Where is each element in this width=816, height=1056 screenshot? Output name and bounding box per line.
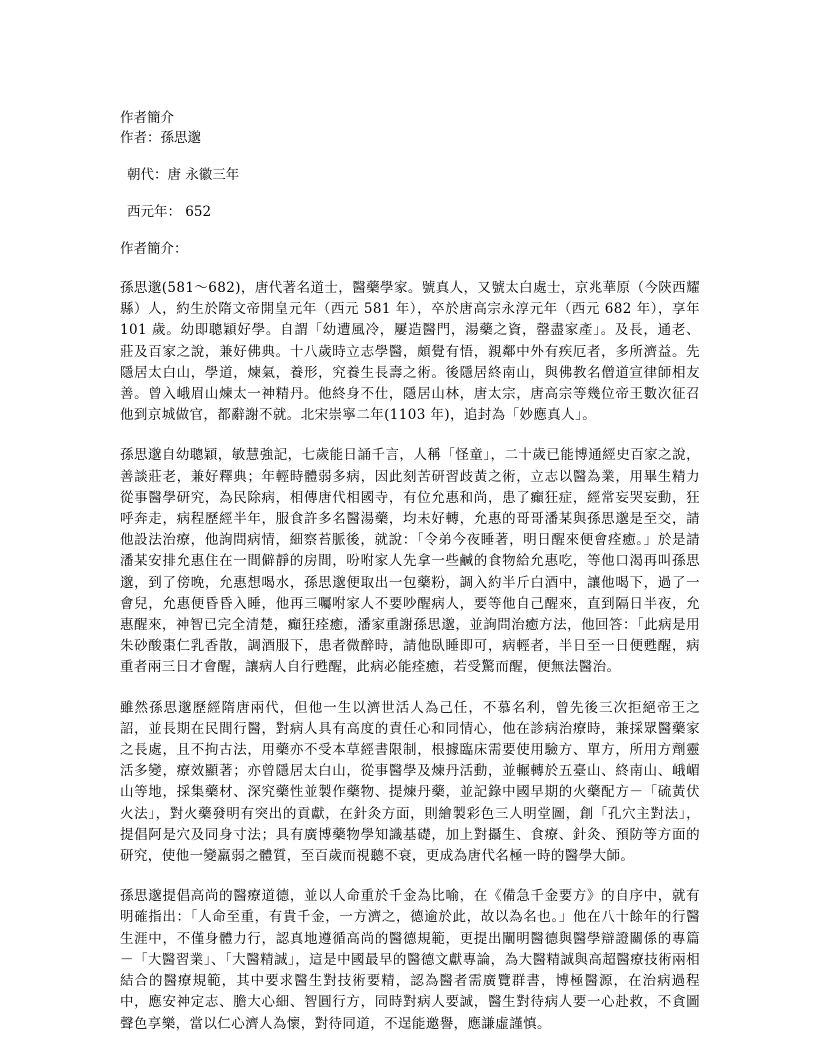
bio-paragraph-2: 孫思邈自幼聰穎，敏慧強記，七歲能日誦千言，人稱「怪童」，二十歲已能博通經史百家之說，善談莊老，兼好釋典；年輕時體弱多病，因此刻苦研習歧黃之術，立志以醫為業，用畢生精力從事醫學研究，為民除病，相傳唐代相國寺，有位允惠和尚，患了癲狂症，經常妄哭妄動，狂呼奔走，病程歷經半年，服食許多名醫湯藥，均未好轉，允惠的哥哥潘某與孫思邈是至交，請他設法治療，他詢問病情，細察苔脈後，就說：「令弟今夜睡著，明日醒來便會痊癒。」於是請潘某安排允惠住在一間僻靜的房間，吩咐家人先拿一些鹹的食物給允惠吃，等他口渴再叫孫思邈，到了傍晚，允惠想喝水，孫思邈便取出一包藥粉，調入約半斤白酒中，讓他喝下，過了一會兒，允惠便昏昏入睡，他再三囑咐家人不要吵醒病人，要等他自己醒來，直到隔日半夜，允惠醒來，神智已完全清楚，癲狂痊癒，潘家重謝孫思邈，並詢問治癒方法，他回答：「此病是用朱砂酸棗仁乳香散，調酒服下，患者微醉時，請他臥睡即可，病輕者，半日至一日便甦醒，病重者兩三日才會醒，讓病人自行甦醒，此病必能痊癒，若受驚而醒，便無法醫治。 [120, 447, 700, 676]
author-line: 作者：孫思邈 [120, 130, 201, 146]
bio-paragraph-4: 孫思邈提倡高尚的醫療道德，並以人命重於千金為比喻，在《備急千金要方》的自序中，就有明確指出：「人命至重，有貴千金，一方濟之，德逾於此，故以為名也。」他在八十餘年的行醫生涯中，不僅身體力行，認真地遵循高尚的醫德規範，更提出闡明醫德與醫學辯證關係的專篇－「大醫習業」、「大醫精誠」，這是中國最早的醫德文獻專論，為大醫精誠與高超醫療技術兩相結合的醫療規範，其中要求醫生對技術要精，認為醫者需廣覽群書，博極醫源，在治病過程中，應安神定志、膽大心細、智圓行方，同時對病人要誠，醫生對待病人要一心赴救，不貪圖聲色享樂，當以仁心濟人為懷，對待同道，不逞能邀譽，應謙虛謹慎。 [120, 888, 700, 1032]
document-page [120, 108, 700, 1035]
bio-paragraph-3: 雖然孫思邈歷經隋唐兩代，但他一生以濟世活人為己任，不慕名利，曾先後三次拒絕帝王之詔，並長期在民間行醫，對病人具有高度的責任心和同情心，他在診病治療時，兼採眾醫藥家之長處，且不拘古法，用藥亦不受本草經書限制，根據臨床需要使用驗方、單方，所用方劑靈活多變，療效顯著；亦曾隱居太白山，從事醫學及煉丹活動，並輾轉於五臺山、終南山、峨嵋山等地，採集藥材、深究藥性並製作藥物、提煉丹藥，並記錄中國早期的火藥配方－「硫黃伏火法」，對火藥發明有突出的貢獻，在針灸方面，則繪製彩色三人明堂圖，創「孔穴主對法」，提倡阿是穴及同身寸法；具有廣博藥物學知識基礎，加上對攝生、食療、針灸、預防等方面的研究，使他一變羸弱之體質，至百歲而視聽不衰，更成為唐代名極一時的醫學大師。 [120, 699, 700, 865]
bio-paragraph-1: 孫思邈(581～682)，唐代著名道士，醫藥學家。號真人，又號太白處士，京兆華原（今陝西耀縣）人，約生於隋文帝開皇元年（西元 581 年），卒於唐高宗永淳元年（西元 682 年），享年 101 歲。幼即聰穎好學。自謂「幼遭風冷，屢造醫門，湯藥之資，罄盡家產」。及長，通老、莊及百家之說，兼好佛典。十八歲時立志學醫，頗覺有悟，親鄰中外有疾厄者，多所濟益。先隱居太白山，學道，煉氣，養形，究養生長壽之術。後隱居終南山，與佛教名僧道宣律師相友善。曾入峨眉山煉太一神精丹。他終身不仕，隱居山林，唐太宗，唐高宗等幾位帝王數次征召他到京城做官，都辭謝不就。北宋崇寧二年(1103 年)，追封為「妙應真人」。 [120, 280, 700, 424]
document-heading: 作者簡介 [120, 110, 174, 126]
bio-label: 作者簡介： [120, 241, 188, 257]
year-line: 西元年： 652 [127, 204, 212, 220]
dynasty-line: 朝代：唐 永徽三年 [127, 167, 240, 183]
